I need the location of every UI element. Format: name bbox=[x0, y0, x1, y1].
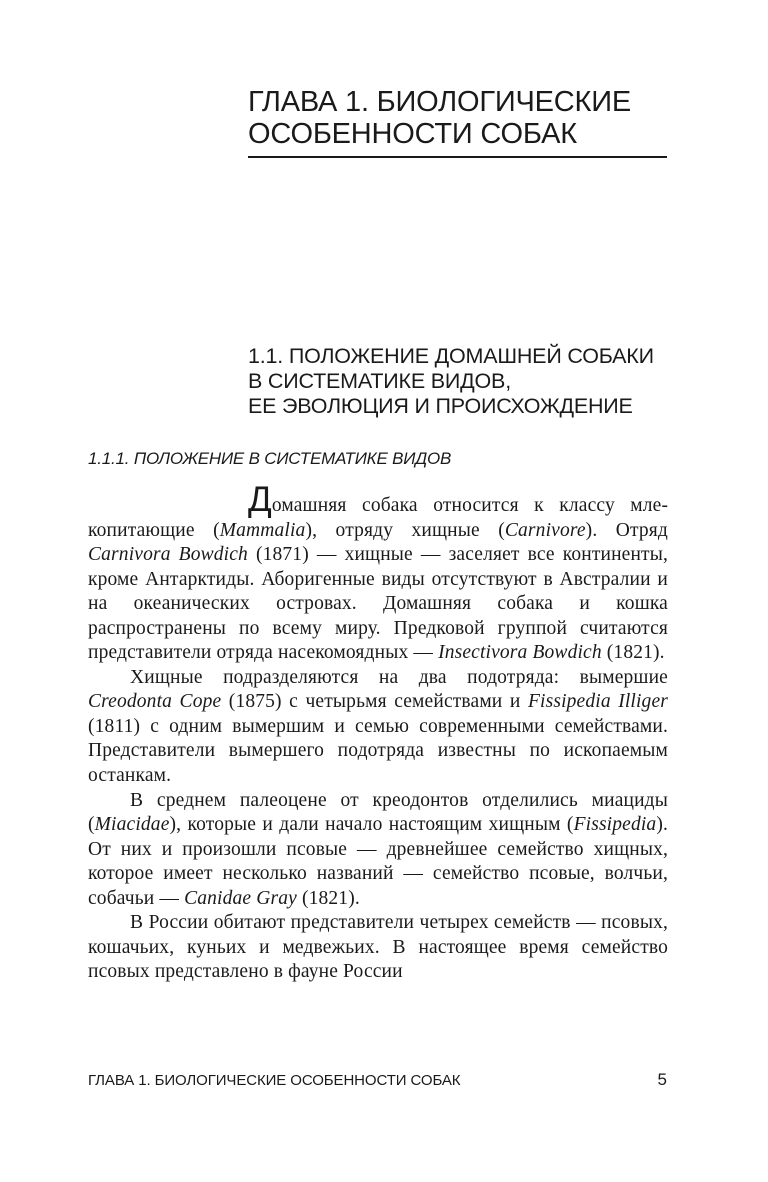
running-footer-title: ГЛАВА 1. БИОЛОГИЧЕСКИЕ ОСОБЕННОСТИ СОБАК bbox=[88, 1072, 461, 1089]
chapter-title-line-1: ГЛАВА 1. БИОЛОГИЧЕСКИЕ bbox=[248, 86, 632, 118]
chapter-title-line-2: ОСОБЕННОСТИ СОБАК bbox=[248, 118, 577, 150]
paragraph-text: ). Отряд bbox=[585, 519, 668, 541]
paragraph-text: (1821). bbox=[296, 887, 360, 909]
body-text bbox=[88, 480, 669, 985]
taxon-name: Mammalia bbox=[219, 519, 306, 541]
paragraph-4 bbox=[88, 911, 668, 985]
paragraph-text: (1871) — хищные — заселяет все континенты, кроме Антарктиды. Аборигенные виды отсутствуют в Австралии и на океанических островах. Домашняя собака и кошка распространены по всему миру. Предковой группой считаются представители отряда насекомоядных — bbox=[88, 544, 669, 664]
chapter-title-rule bbox=[248, 156, 667, 158]
paragraph-text: ), которые и дали начало настоящим хищным ( bbox=[169, 814, 574, 836]
paragraph-text: В среднем палеоцене от креодонтов отделились миациды ( bbox=[88, 789, 668, 836]
page-number: 5 bbox=[657, 1070, 667, 1089]
subsection-title: 1.1.1. ПОЛОЖЕНИЕ В СИСТЕМАТИКЕ ВИДОВ bbox=[88, 449, 452, 468]
taxon-name: Carnivora Bowdich bbox=[88, 544, 248, 566]
section-title bbox=[248, 344, 688, 419]
section-title-line-2: В СИСТЕМАТИКЕ ВИДОВ, bbox=[248, 369, 511, 393]
taxon-name: Fissipedia bbox=[573, 814, 657, 836]
taxon-name: Carnivore bbox=[504, 519, 586, 541]
chapter-title bbox=[248, 86, 668, 150]
taxon-name: Fissipedia Illiger bbox=[527, 691, 668, 713]
taxon-name: Canidae Gray bbox=[184, 887, 297, 909]
drop-cap: Д bbox=[248, 480, 272, 519]
taxon-name: Insectivora Bowdich bbox=[438, 642, 602, 664]
paragraph-3 bbox=[88, 789, 668, 912]
paragraph-text: ). От них и произошли псовые — древнейшее семейство хищных, которое имеет несколько названий — семейство псовые, волчьи, собачьи — bbox=[88, 814, 668, 909]
section-title-line-3: ЕЕ ЭВОЛЮЦИЯ И ПРОИСХОЖДЕНИЕ bbox=[248, 394, 633, 418]
paragraph-text: омашняя собака относится к классу млекопитающие ( bbox=[88, 495, 668, 541]
paragraph-1 bbox=[88, 480, 669, 666]
paragraph-text: ), отряду хищные ( bbox=[305, 519, 505, 541]
paragraph-text: (1821). bbox=[601, 642, 665, 664]
section-title-line-1: 1.1. ПОЛОЖЕНИЕ ДОМАШНЕЙ СОБАКИ bbox=[248, 344, 654, 368]
taxon-name: Creodonta Cope bbox=[88, 691, 222, 713]
paragraph-text: Хищные подразделяются на два подотряда: вымершие bbox=[130, 666, 668, 688]
taxon-name: Miacidae bbox=[94, 814, 170, 836]
paragraph-text: В России обитают представители четырех семейств — псовых, кошачьих, куньих и медвежьих. В настоящее время семейство псовых представлено в фауне России bbox=[88, 912, 668, 983]
paragraph-text: (1811) с одним вымершим и семью современными семействами. Представители вымершего подотряда известны по ископаемым останкам. bbox=[88, 715, 668, 787]
paragraph-text: (1875) с четырьмя семействами и bbox=[221, 691, 528, 713]
paragraph-2 bbox=[88, 666, 668, 789]
